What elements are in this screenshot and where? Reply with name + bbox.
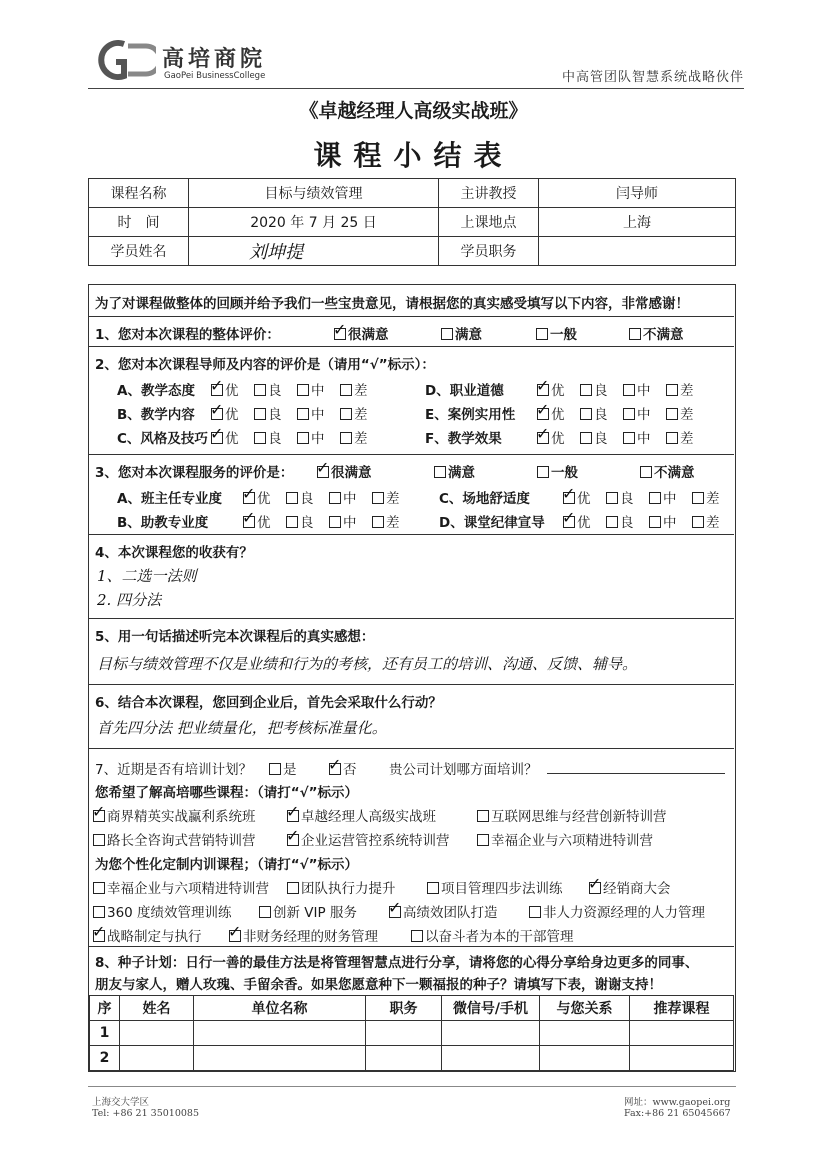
q2-grade-option[interactable]: 良	[580, 379, 608, 399]
checkbox[interactable]	[580, 432, 592, 444]
q7-custom-option[interactable]: 幸福企业与六项精进特训营	[93, 877, 269, 897]
student-label: 学员姓名	[89, 237, 189, 266]
q7-course-option[interactable]: 路长全咨询式营销特训营	[93, 829, 256, 849]
row-index: 2	[90, 1046, 120, 1071]
checkbox[interactable]	[623, 408, 635, 420]
q2-item-label: F、教学效果	[425, 431, 502, 447]
tagline: 中高管团队智慧系统战略伙伴	[561, 70, 744, 85]
checkbox[interactable]	[286, 516, 298, 528]
checkbox[interactable]	[692, 516, 704, 528]
lecturer-value[interactable]: 闫导师	[539, 179, 736, 208]
q2-grade-option[interactable]: 差	[666, 379, 694, 399]
q7-want-label: 您希望了解高培哪些课程：（请打“√”标示）	[95, 785, 358, 801]
course-value[interactable]: 目标与绩效管理	[189, 179, 439, 208]
cell[interactable]	[540, 1021, 630, 1046]
checkbox[interactable]	[623, 384, 635, 396]
checkbox[interactable]	[649, 516, 661, 528]
q7-custom-option[interactable]: ✓ 高绩效团队打造	[388, 898, 498, 921]
checkbox[interactable]	[254, 384, 266, 396]
intro-section	[89, 285, 734, 317]
cell[interactable]	[194, 1046, 366, 1071]
q5-section	[89, 619, 734, 685]
q3-grade-option[interactable]: ✓ 优	[562, 508, 591, 531]
q6-section	[89, 685, 734, 749]
q3-option-average[interactable]: 一般	[537, 461, 578, 481]
checkbox[interactable]: ✓	[92, 922, 106, 941]
checkbox[interactable]	[427, 882, 439, 894]
q2-grade-option[interactable]: 中	[623, 427, 651, 447]
checkbox[interactable]	[477, 834, 489, 846]
q2-item-label: A、教学态度	[117, 383, 195, 399]
q3-section	[89, 455, 734, 535]
checkbox[interactable]	[254, 408, 266, 420]
footer-fax: Fax:+86 21 65045667	[624, 1108, 731, 1119]
q3-grade-option[interactable]: ✓ 优	[562, 484, 591, 507]
checkbox[interactable]	[329, 516, 341, 528]
checkbox[interactable]: ✓	[316, 458, 330, 477]
letterhead	[88, 36, 744, 88]
q2-grade-option[interactable]: 良	[254, 379, 282, 399]
checkbox[interactable]	[372, 516, 384, 528]
q2-item-label: C、风格及技巧	[117, 431, 208, 447]
header-divider	[88, 88, 744, 89]
col-header: 推荐课程	[630, 996, 734, 1021]
checkbox[interactable]	[536, 328, 548, 340]
q7-course-option[interactable]: ✓ 商界精英实战赢利系统班	[92, 802, 256, 825]
checkbox[interactable]: ✓	[242, 508, 256, 527]
q7-question: 7、近期是否有培训计划？	[95, 762, 253, 778]
checkbox[interactable]	[606, 516, 618, 528]
q3-grade-option[interactable]: 中	[649, 511, 677, 531]
q3-grade-option[interactable]: 差	[692, 511, 720, 531]
q7-course-option[interactable]: 幸福企业与六项精进特训营	[477, 829, 653, 849]
q7-course-option[interactable]: ✓ 企业运营管控系统特训营	[286, 826, 450, 849]
q7-custom-option[interactable]: 项目管理四步法训练	[427, 877, 563, 897]
place-label: 上课地点	[439, 208, 539, 237]
q1-section	[89, 317, 734, 347]
q4-answer-2[interactable]: 2. 四分法	[97, 591, 162, 609]
checkbox[interactable]	[606, 492, 618, 504]
q2-grade-option[interactable]: 中	[297, 379, 325, 399]
col-header: 序	[90, 996, 120, 1021]
checkbox[interactable]	[623, 432, 635, 444]
q3-question: 3、您对本次课程服务的评价是：	[95, 465, 294, 481]
checkbox[interactable]	[666, 408, 678, 420]
row-index: 1	[90, 1021, 120, 1046]
q8-line-1: 8、种子计划：日行一善的最佳方法是将管理智慧点进行分享，请将您的心得分享给身边更多的同事、	[95, 955, 699, 971]
course-label: 课程名称	[89, 179, 189, 208]
checkbox[interactable]	[666, 432, 678, 444]
checkbox[interactable]	[340, 408, 352, 420]
q3-grade-option[interactable]: ✓ 优	[242, 484, 271, 507]
q3-grade-option[interactable]: 良	[606, 511, 634, 531]
q2-grade-option[interactable]: 良	[580, 427, 608, 447]
q2-grade-option[interactable]: 良	[254, 403, 282, 423]
q2-grade-option[interactable]: 中	[297, 427, 325, 447]
checkbox[interactable]	[93, 882, 105, 894]
q3-option-unsatisfied[interactable]: 不满意	[640, 461, 695, 481]
col-header: 姓名	[120, 996, 194, 1021]
intro-text: 为了对课程做整体的回顾并给予我们一些宝贵意见，请根据您的真实感受填写以下内容，非常感谢！	[95, 296, 689, 312]
col-header: 单位名称	[194, 996, 366, 1021]
brand-name-en: GaoPei BusinessCollege	[164, 71, 266, 81]
checkbox[interactable]: ✓	[228, 922, 242, 941]
checkbox[interactable]	[477, 810, 489, 822]
footer-tel: Tel: +86 21 35010085	[92, 1108, 200, 1119]
q4-section	[89, 535, 734, 619]
cell[interactable]	[120, 1021, 194, 1046]
checkbox[interactable]: ✓	[286, 826, 300, 845]
q7-which-label: 贵公司计划哪方面培训？	[389, 762, 538, 778]
checkbox[interactable]: ✓	[562, 484, 576, 503]
checkbox[interactable]: ✓	[328, 755, 342, 774]
q2-grade-option[interactable]: ✓ 优	[210, 376, 239, 399]
course-info-table	[88, 178, 736, 266]
q7-course-option[interactable]: 互联网思维与经营创新特训营	[477, 805, 667, 825]
q2-item-label: B、教学内容	[117, 407, 195, 423]
q3-item-label: C、场地舒适度	[439, 491, 530, 507]
q7-custom-option[interactable]: 创新 VIP 服务	[259, 901, 357, 921]
q7-custom-option[interactable]: 非人力资源经理的人力管理	[529, 901, 705, 921]
checkbox[interactable]: ✓	[210, 400, 224, 419]
checkbox[interactable]	[93, 834, 105, 846]
q3-item-label: B、助教专业度	[117, 515, 209, 531]
recommend-table	[89, 995, 734, 1071]
q2-grade-option[interactable]: 中	[623, 379, 651, 399]
checkbox[interactable]	[286, 492, 298, 504]
q6-answer[interactable]: 首先四分法 把业绩量化，把考核标准量化。	[97, 719, 387, 737]
checkbox[interactable]	[692, 492, 704, 504]
q7-custom-option[interactable]: 360 度绩效管理训练	[93, 901, 232, 921]
checkbox[interactable]: ✓	[588, 874, 602, 893]
position-label: 学员职务	[439, 237, 539, 266]
q3-item-label: D、课堂纪律宣导	[439, 515, 545, 531]
q7-custom-option[interactable]: ✓ 战略制定与执行	[92, 922, 202, 945]
q3-grade-option[interactable]: 良	[286, 487, 314, 507]
col-header: 与您关系	[540, 996, 630, 1021]
q7-custom-label: 为您个性化定制内训课程；（请打“√”标示）	[95, 857, 358, 873]
checkbox[interactable]: ✓	[242, 484, 256, 503]
cell[interactable]	[120, 1046, 194, 1071]
checkbox[interactable]: ✓	[536, 400, 550, 419]
checkbox[interactable]	[340, 384, 352, 396]
q2-item-label: D、职业道德	[425, 383, 504, 399]
checkbox[interactable]	[649, 492, 661, 504]
q7-course-option[interactable]: ✓ 卓越经理人高级实战班	[286, 802, 436, 825]
table-row	[90, 1021, 734, 1046]
q7-custom-option[interactable]: 以奋斗者为本的干部管理	[411, 925, 574, 945]
student-name-handwritten[interactable]: 刘坤提	[189, 237, 439, 266]
checkbox[interactable]	[580, 408, 592, 420]
q2-grade-option[interactable]: 差	[340, 379, 368, 399]
cell[interactable]	[442, 1046, 540, 1071]
q6-question: 6、结合本次课程，您回到企业后，首先会采取什么行动？	[95, 695, 442, 711]
q3-grade-option[interactable]: 差	[692, 487, 720, 507]
cell[interactable]	[630, 1021, 734, 1046]
place-value[interactable]: 上海	[539, 208, 736, 237]
col-header: 微信号/手机	[442, 996, 540, 1021]
checkbox[interactable]	[537, 466, 549, 478]
q3-grade-option[interactable]: ✓ 优	[242, 508, 271, 531]
checkbox[interactable]: ✓	[92, 802, 106, 821]
q2-question: 2、您对本次课程导师及内容的评价是（请用“√”标示）：	[95, 357, 435, 373]
form-title: 课程小结表	[313, 139, 514, 172]
q8-line-2: 朋友与家人，赠人玫瑰、手留余香。如果您愿意种下一颗福报的种子？请填写下表，谢谢支持！	[95, 977, 662, 993]
time-label: 时 间	[89, 208, 189, 237]
q3-grade-option[interactable]: 中	[649, 487, 677, 507]
q7-custom-option[interactable]: ✓ 非财务经理的财务管理	[228, 922, 378, 945]
checkbox[interactable]	[297, 432, 309, 444]
q3-item-label: A、班主任专业度	[117, 491, 222, 507]
q2-grade-option[interactable]: 差	[666, 403, 694, 423]
checkbox[interactable]	[259, 906, 271, 918]
checkbox[interactable]	[329, 492, 341, 504]
checkbox[interactable]: ✓	[562, 508, 576, 527]
cell[interactable]	[194, 1021, 366, 1046]
q3-grade-option[interactable]: 中	[329, 487, 357, 507]
q7-option-yes[interactable]: 是	[269, 758, 297, 778]
q7-custom-option[interactable]: 团队执行力提升	[287, 877, 396, 897]
checkbox[interactable]	[441, 328, 453, 340]
q2-grade-option[interactable]: ✓ 优	[210, 424, 239, 447]
q7-which-input[interactable]	[547, 773, 725, 774]
survey-form	[88, 284, 736, 1072]
q2-grade-option[interactable]: 差	[340, 403, 368, 423]
q2-grade-option[interactable]: 差	[340, 427, 368, 447]
col-header: 职务	[366, 996, 442, 1021]
q2-grade-option[interactable]: ✓ 优	[536, 424, 565, 447]
q8-section	[89, 947, 734, 995]
q1-option-very-satisfied[interactable]: ✓ 很满意	[333, 320, 389, 343]
checkbox[interactable]	[434, 466, 446, 478]
q2-section	[89, 347, 734, 455]
q3-grade-option[interactable]: 差	[372, 511, 400, 531]
checkbox[interactable]: ✓	[536, 376, 550, 395]
q7-option-no[interactable]: ✓ 否	[328, 755, 357, 778]
q7-section	[89, 749, 734, 947]
lecturer-label: 主讲教授	[439, 179, 539, 208]
gaopei-logo-icon	[94, 40, 156, 80]
checkbox[interactable]: ✓	[536, 424, 550, 443]
q5-question: 5、用一句话描述听完本次课程后的真实感想：	[95, 629, 375, 645]
cell[interactable]	[630, 1046, 734, 1071]
q1-option-unsatisfied[interactable]: 不满意	[629, 323, 684, 343]
checkbox[interactable]: ✓	[388, 898, 402, 917]
q2-grade-option[interactable]: 中	[297, 403, 325, 423]
checkbox[interactable]	[297, 408, 309, 420]
position-value[interactable]	[539, 237, 736, 266]
checkbox[interactable]	[340, 432, 352, 444]
cell[interactable]	[540, 1046, 630, 1071]
q1-option-average[interactable]: 一般	[536, 323, 577, 343]
footer-campus: 上海交大学区	[92, 1097, 150, 1108]
q2-grade-option[interactable]: 良	[254, 427, 282, 447]
q2-grade-option[interactable]: ✓ 优	[210, 400, 239, 423]
q3-option-satisfied[interactable]: 满意	[434, 461, 475, 481]
checkbox[interactable]: ✓	[210, 424, 224, 443]
q2-item-label: E、案例实用性	[425, 407, 516, 423]
checkbox[interactable]	[529, 906, 541, 918]
checkbox[interactable]: ✓	[210, 376, 224, 395]
footer-website: 网址：www.gaopei.org	[624, 1097, 731, 1108]
q2-grade-option[interactable]: 差	[666, 427, 694, 447]
checkbox[interactable]	[640, 466, 652, 478]
q3-grade-option[interactable]: 良	[606, 487, 634, 507]
checkbox[interactable]	[269, 763, 281, 775]
q2-grade-option[interactable]: 良	[580, 403, 608, 423]
checkbox[interactable]	[372, 492, 384, 504]
q7-custom-option[interactable]: ✓ 经销商大会	[588, 874, 671, 897]
cell[interactable]	[442, 1021, 540, 1046]
checkbox[interactable]: ✓	[333, 320, 347, 339]
checkbox[interactable]	[297, 384, 309, 396]
course-title: 《卓越经理人高级实战班》	[299, 100, 528, 122]
checkbox[interactable]	[666, 384, 678, 396]
time-value[interactable]: 2020 年 7 月 25 日	[189, 208, 439, 237]
table-row	[90, 1046, 734, 1071]
cell[interactable]	[366, 1021, 442, 1046]
checkbox[interactable]	[580, 384, 592, 396]
q1-option-satisfied[interactable]: 满意	[441, 323, 482, 343]
footer-divider	[88, 1086, 736, 1087]
q2-grade-option[interactable]: ✓ 优	[536, 376, 565, 399]
q4-question: 4、本次课程您的收获有？	[95, 545, 253, 561]
q5-answer[interactable]: 目标与绩效管理不仅是业绩和行为的考核，还有员工的培训、沟通、反馈、辅导。	[97, 655, 638, 673]
checkbox[interactable]	[629, 328, 641, 340]
checkbox[interactable]	[287, 882, 299, 894]
checkbox[interactable]	[411, 930, 423, 942]
q1-question: 1、您对本次课程的整体评价：	[95, 327, 280, 343]
q4-answer-1[interactable]: 1、二选一法则	[97, 567, 197, 585]
checkbox[interactable]: ✓	[286, 802, 300, 821]
checkbox[interactable]	[254, 432, 266, 444]
q3-grade-option[interactable]: 良	[286, 511, 314, 531]
checkbox[interactable]	[93, 906, 105, 918]
q3-grade-option[interactable]: 差	[372, 487, 400, 507]
q3-option-very-satisfied[interactable]: ✓ 很满意	[316, 458, 372, 481]
cell[interactable]	[366, 1046, 442, 1071]
q2-grade-option[interactable]: 中	[623, 403, 651, 423]
brand-name-cn: 高培商院	[162, 47, 267, 72]
q3-grade-option[interactable]: 中	[329, 511, 357, 531]
q2-grade-option[interactable]: ✓ 优	[536, 400, 565, 423]
